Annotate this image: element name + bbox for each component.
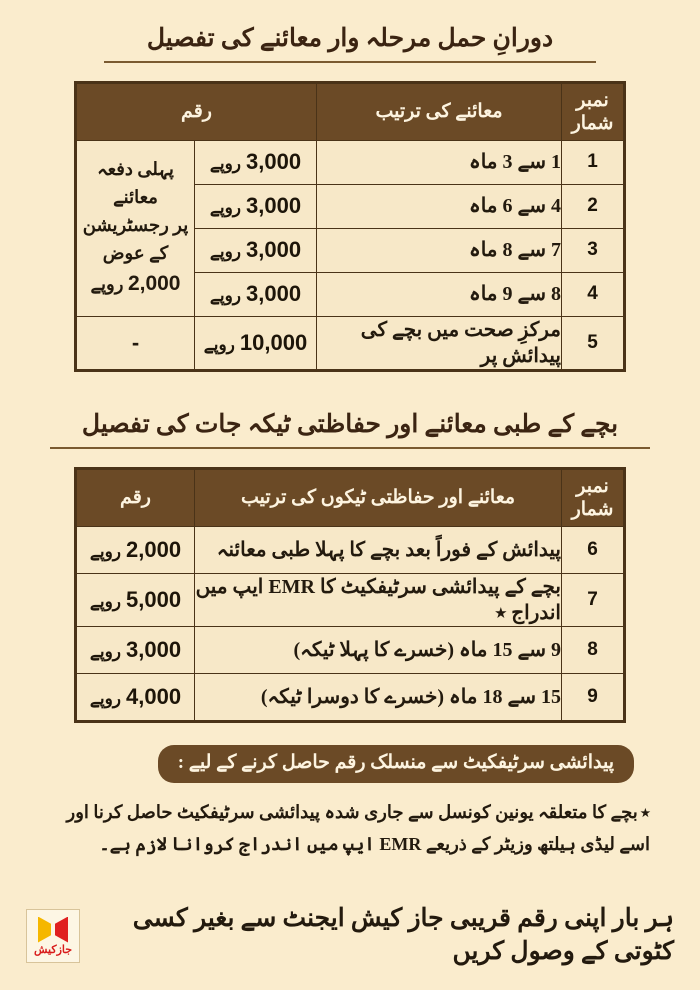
row-amount-value: 3,000 <box>246 237 302 263</box>
row-description: بچے کے پیدائشی سرٹیفکیٹ کا EMR ایپ میں اندراج ٭ <box>195 573 562 626</box>
registration-note-line-2: پر رجسٹریشن <box>82 214 189 235</box>
registration-note-amount: 2,000 <box>127 271 181 295</box>
row-amount <box>77 526 195 573</box>
row-amount-unit: روپے <box>89 541 122 561</box>
row-amount-unit: روپے <box>209 198 242 218</box>
column-header-serial: نمبر شمار <box>562 83 624 140</box>
birth-certificate-banner: پیدائشی سرٹیفکیٹ سے منسلک رقم حاصل کرنے کے لیے : <box>158 745 634 784</box>
registration-bonus-note <box>77 140 195 316</box>
child-checkup-table <box>76 469 624 721</box>
row-serial: 8 <box>562 626 624 673</box>
row-amount-value: 2,000 <box>126 536 182 562</box>
row-description: 9 سے 15 ماہ (خسرے کا پہلا ٹیکہ) <box>195 626 562 673</box>
footnote-text: بچے کا متعلقہ یونین کونسل سے جاری شدہ پیدائشی سرٹیفکیٹ حاصل کرنا اور اسے لیڈی ہیلتھ وزیٹر کے ذریعے EMR ایپ میں اندراج کروانا لازم ہے۔ <box>66 802 650 854</box>
jazzcash-mark-right-half <box>55 917 68 943</box>
table-row <box>77 140 624 184</box>
jazzcash-mark-left-half <box>38 917 51 943</box>
row-amount-unit: روپے <box>209 242 242 262</box>
row-serial: 4 <box>562 272 624 316</box>
section-two-title: بچے کے طبی معائنے اور حفاظتی ٹیکہ جات کی تفصیل <box>81 410 619 438</box>
row-amount <box>195 228 317 272</box>
row-amount <box>195 272 317 316</box>
pregnancy-fee-table-container <box>74 81 626 372</box>
row-description: پیدائش کے فوراً بعد بچے کا پہلا طبی معائنہ <box>195 526 562 573</box>
row-amount-unit: روپے <box>89 641 122 661</box>
row-description: 1 سے 3 ماہ <box>317 140 562 184</box>
title-underline <box>104 61 596 63</box>
row-amount-unit: روپے <box>89 591 122 611</box>
row-amount-value: 5,000 <box>126 586 182 612</box>
jazzcash-logo <box>26 909 80 963</box>
row-serial: 3 <box>562 228 624 272</box>
table-row <box>77 673 624 720</box>
table-row <box>77 573 624 626</box>
registration-note-line-3: کے عوض <box>102 242 169 263</box>
row-amount-unit: روپے <box>209 286 242 306</box>
row-amount-unit: روپے <box>203 334 235 354</box>
row-amount <box>77 626 195 673</box>
row-amount <box>195 140 317 184</box>
column-header-amount: رقم <box>77 469 195 526</box>
row-amount-value: 3,000 <box>246 149 302 175</box>
row-serial: 2 <box>562 184 624 228</box>
table-header-row <box>77 469 624 526</box>
child-checkup-table-container <box>74 467 626 723</box>
banner-row <box>0 745 700 784</box>
row-description: 4 سے 6 ماہ <box>317 184 562 228</box>
row-amount-unit: روپے <box>89 688 122 708</box>
row-description: 15 سے 18 ماہ (خسرے کا دوسرا ٹیکہ) <box>195 673 562 720</box>
column-header-description: معائنے اور حفاظتی ٹیکوں کی ترتیب <box>195 469 562 526</box>
jazzcash-mark-icon <box>38 917 68 943</box>
row-amount <box>195 184 317 228</box>
row-description: مرکزِ صحت میں بچے کی پیدائش پر <box>317 316 562 369</box>
registration-note-line-1: پہلی دفعہ معائنے <box>97 159 174 208</box>
jazzcash-wordmark: جازکیش <box>33 943 73 956</box>
row-amount <box>77 573 195 626</box>
row-amount-value: 3,000 <box>126 636 182 662</box>
row-description: 7 سے 8 ماہ <box>317 228 562 272</box>
asterisk-icon: ٭ <box>640 803 650 823</box>
registration-note-unit: روپے <box>90 273 124 294</box>
row-amount-value: 10,000 <box>239 329 308 355</box>
row-serial: 5 <box>562 316 624 369</box>
pregnancy-fee-table <box>76 83 624 370</box>
row-serial: 9 <box>562 673 624 720</box>
section-two-title-block <box>0 372 700 449</box>
row-amount-value: 3,000 <box>246 193 302 219</box>
row-serial: 1 <box>562 140 624 184</box>
table-header-row <box>77 83 624 140</box>
table-row <box>77 526 624 573</box>
row-amount <box>195 316 317 369</box>
row-merge-placeholder: - <box>77 316 195 369</box>
footer-message: ہر بار اپنی رقم قریبی جاز کیش ایجنٹ سے بغیر کسی کٹوتی کے وصول کریں <box>132 905 674 965</box>
table-row <box>77 316 624 369</box>
row-serial: 7 <box>562 573 624 626</box>
page-title: دورانِ حمل مرحلہ وار معائنے کی تفصیل <box>146 25 554 52</box>
section-two-underline <box>50 447 650 449</box>
footnote-paragraph <box>50 797 650 860</box>
column-header-amount: رقم <box>77 83 317 140</box>
footer-bar <box>0 903 700 968</box>
row-description: 8 سے 9 ماہ <box>317 272 562 316</box>
row-amount-unit: روپے <box>209 154 242 174</box>
row-amount-value: 3,000 <box>246 281 302 307</box>
table-row <box>77 626 624 673</box>
column-header-serial: نمبر شمار <box>562 469 624 526</box>
row-serial: 6 <box>562 526 624 573</box>
section-one-title-block <box>0 0 700 63</box>
column-header-description: معائنے کی ترتیب <box>317 83 562 140</box>
row-amount-value: 4,000 <box>126 683 182 709</box>
row-amount <box>77 673 195 720</box>
